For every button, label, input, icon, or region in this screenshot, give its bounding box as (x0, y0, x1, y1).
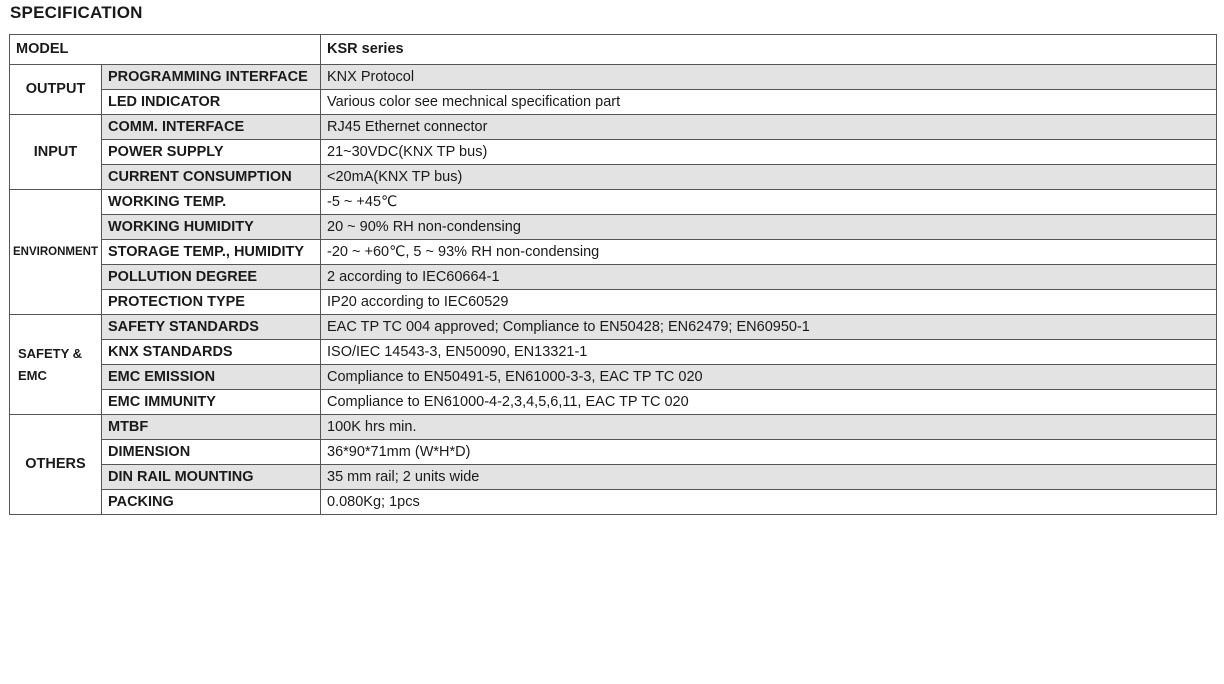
spec-item-name: COMM. INTERFACE (102, 115, 321, 140)
table-row (10, 340, 1217, 365)
spec-item-name: POWER SUPPLY (102, 140, 321, 165)
spec-item-name: PROGRAMMING INTERFACE (102, 65, 321, 90)
spec-item-name: WORKING HUMIDITY (102, 215, 321, 240)
model-label: MODEL (10, 35, 321, 65)
category-safety-line2: EMC (18, 367, 47, 383)
table-row (10, 490, 1217, 515)
spec-item-value: Various color see mechnical specification part (321, 90, 1217, 115)
spec-item-value: 2 according to IEC60664-1 (321, 265, 1217, 290)
spec-item-value: -20 ~ +60℃, 5 ~ 93% RH non-condensing (321, 240, 1217, 265)
spec-item-name: SAFETY STANDARDS (102, 315, 321, 340)
category-others: OTHERS (10, 415, 102, 515)
spec-item-value: <20mA(KNX TP bus) (321, 165, 1217, 190)
spec-item-value: KNX Protocol (321, 65, 1217, 90)
spec-item-name: EMC EMISSION (102, 365, 321, 390)
page-title: SPECIFICATION (10, 3, 143, 22)
spec-item-name: PROTECTION TYPE (102, 290, 321, 315)
category-safety-line1: SAFETY & (18, 345, 83, 361)
table-row (10, 415, 1217, 440)
spec-item-name: EMC IMMUNITY (102, 390, 321, 415)
spec-item-name: STORAGE TEMP., HUMIDITY (102, 240, 321, 265)
spec-item-value: 0.080Kg; 1pcs (321, 490, 1217, 515)
spec-item-value: -5 ~ +45℃ (321, 190, 1217, 215)
model-row (10, 35, 1217, 65)
table-row (10, 265, 1217, 290)
table-row (10, 390, 1217, 415)
spec-item-name: POLLUTION DEGREE (102, 265, 321, 290)
table-row (10, 140, 1217, 165)
spec-item-value: Compliance to EN50491-5, EN61000-3-3, EAC TP TC 020 (321, 365, 1217, 390)
spec-item-value: Compliance to EN61000-4-2,3,4,5,6,11, EAC TP TC 020 (321, 390, 1217, 415)
category-environment: ENVIRONMENT (10, 190, 102, 315)
category-safety-emc (10, 315, 102, 415)
table-row (10, 240, 1217, 265)
spec-item-name: KNX STANDARDS (102, 340, 321, 365)
spec-item-name: CURRENT CONSUMPTION (102, 165, 321, 190)
spec-item-name: LED INDICATOR (102, 90, 321, 115)
spec-item-value: IP20 according to IEC60529 (321, 290, 1217, 315)
category-output: OUTPUT (10, 65, 102, 115)
table-row (10, 190, 1217, 215)
category-input: INPUT (10, 115, 102, 190)
spec-item-name: DIMENSION (102, 440, 321, 465)
spec-item-value: RJ45 Ethernet connector (321, 115, 1217, 140)
table-row (10, 65, 1217, 90)
spec-item-value: 35 mm rail; 2 units wide (321, 465, 1217, 490)
table-row (10, 115, 1217, 140)
specification-table (9, 34, 1217, 515)
table-row (10, 315, 1217, 340)
spec-item-name: WORKING TEMP. (102, 190, 321, 215)
spec-item-value: 36*90*71mm (W*H*D) (321, 440, 1217, 465)
spec-item-value: 100K hrs min. (321, 415, 1217, 440)
table-row (10, 465, 1217, 490)
spec-item-value: 21~30VDC(KNX TP bus) (321, 140, 1217, 165)
spec-item-name: DIN RAIL MOUNTING (102, 465, 321, 490)
spec-item-name: MTBF (102, 415, 321, 440)
spec-item-value: 20 ~ 90% RH non-condensing (321, 215, 1217, 240)
table-row (10, 215, 1217, 240)
table-row (10, 165, 1217, 190)
table-row (10, 90, 1217, 115)
table-row (10, 440, 1217, 465)
spec-item-value: EAC TP TC 004 approved; Compliance to EN50428; EN62479; EN60950-1 (321, 315, 1217, 340)
table-row (10, 365, 1217, 390)
table-row (10, 290, 1217, 315)
model-value: KSR series (321, 35, 1217, 65)
spec-item-name: PACKING (102, 490, 321, 515)
spec-item-value: ISO/IEC 14543-3, EN50090, EN13321-1 (321, 340, 1217, 365)
